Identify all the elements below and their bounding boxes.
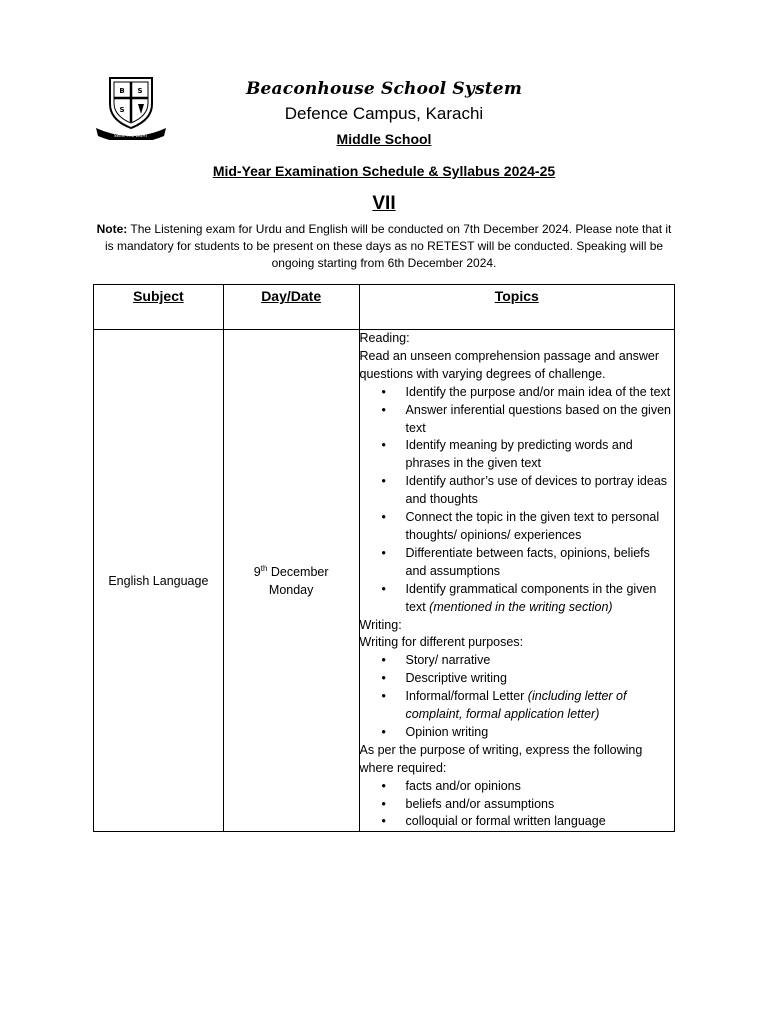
purpose-list bbox=[360, 778, 674, 832]
list-item bbox=[406, 688, 674, 724]
list-item: • Descriptive writing bbox=[406, 670, 674, 688]
purpose-intro: As per the purpose of writing, express the following where required: bbox=[359, 742, 643, 775]
list-item: • Story/ narrative bbox=[406, 652, 674, 670]
list-item: • Answer inferential questions based on the given text bbox=[406, 402, 674, 438]
list-item: • Connect the topic in the given text to personal thoughts/ opinions/ experiences bbox=[406, 509, 674, 545]
list-item: • Opinion writing bbox=[406, 724, 674, 742]
day-suffix: th bbox=[260, 563, 268, 573]
writing-intro: Writing for different purposes: bbox=[359, 635, 524, 650]
writing-list bbox=[360, 652, 674, 742]
list-item: • Identify meaning by predicting words and phrases in the given text bbox=[406, 437, 674, 473]
table-header-row bbox=[94, 285, 675, 330]
note-label: Note: bbox=[96, 222, 128, 236]
day-weekday: Monday bbox=[268, 582, 314, 597]
reading-intro: Read an unseen comprehension passage and answer questions with varying degrees of challenge. bbox=[359, 348, 660, 381]
list-item: • Identify author’s use of devices to portray ideas and thoughts bbox=[406, 473, 674, 509]
day-date-cell bbox=[223, 330, 359, 832]
list-item: • facts and/or opinions bbox=[406, 778, 674, 796]
day-month: December bbox=[267, 564, 329, 579]
note-text: The Listening exam for Urdu and English will be conducted on 7th December 2024. Please note that it is mandatory for students to be present on these days as no RETEST will be conducted. Speaking will be ongoing starting from 6th December 2024. bbox=[104, 222, 672, 270]
logo-letter-s1: S bbox=[137, 87, 143, 95]
list-item-text: Identify grammatical components in the given text bbox=[405, 581, 657, 614]
list-item-note: (mentioned in the writing section) bbox=[429, 599, 613, 614]
logo-letter-s2: S bbox=[119, 106, 125, 114]
logo-motto: SEEK THE LIGHT bbox=[113, 133, 149, 138]
header-topics: Topics bbox=[359, 285, 674, 330]
header-day-date: Day/Date bbox=[223, 285, 359, 330]
logo-letter-b: B bbox=[119, 87, 125, 95]
topics-cell bbox=[359, 330, 674, 832]
writing-heading: Writing: bbox=[359, 617, 402, 632]
header-subject: Subject bbox=[94, 285, 224, 330]
subject-cell: English Language bbox=[94, 330, 224, 832]
section-name: Middle School bbox=[336, 131, 432, 147]
campus-name: Defence Campus, Karachi bbox=[284, 104, 484, 123]
grade-label: VII bbox=[372, 193, 396, 214]
reading-list bbox=[360, 384, 674, 617]
list-item: • Identify the purpose and/or main idea of the text bbox=[406, 384, 674, 402]
list-item: • beliefs and/or assumptions bbox=[406, 796, 674, 814]
day-number: 9 bbox=[253, 564, 261, 579]
list-item-text: Informal/formal Letter bbox=[405, 689, 528, 704]
reading-heading: Reading: bbox=[359, 331, 410, 345]
school-name: Beaconhouse School System bbox=[245, 79, 523, 99]
list-item bbox=[406, 581, 674, 617]
exam-note bbox=[96, 221, 672, 272]
list-item: • Differentiate between facts, opinions, beliefs and assumptions bbox=[406, 545, 674, 581]
exam-title: Mid-Year Examination Schedule & Syllabus 2024-25 bbox=[212, 163, 556, 179]
schedule-table bbox=[93, 284, 675, 832]
table-row bbox=[94, 330, 675, 832]
list-item-note: (including letter of complaint, formal application letter) bbox=[405, 689, 627, 722]
list-item: • colloquial or formal written language bbox=[406, 813, 674, 831]
